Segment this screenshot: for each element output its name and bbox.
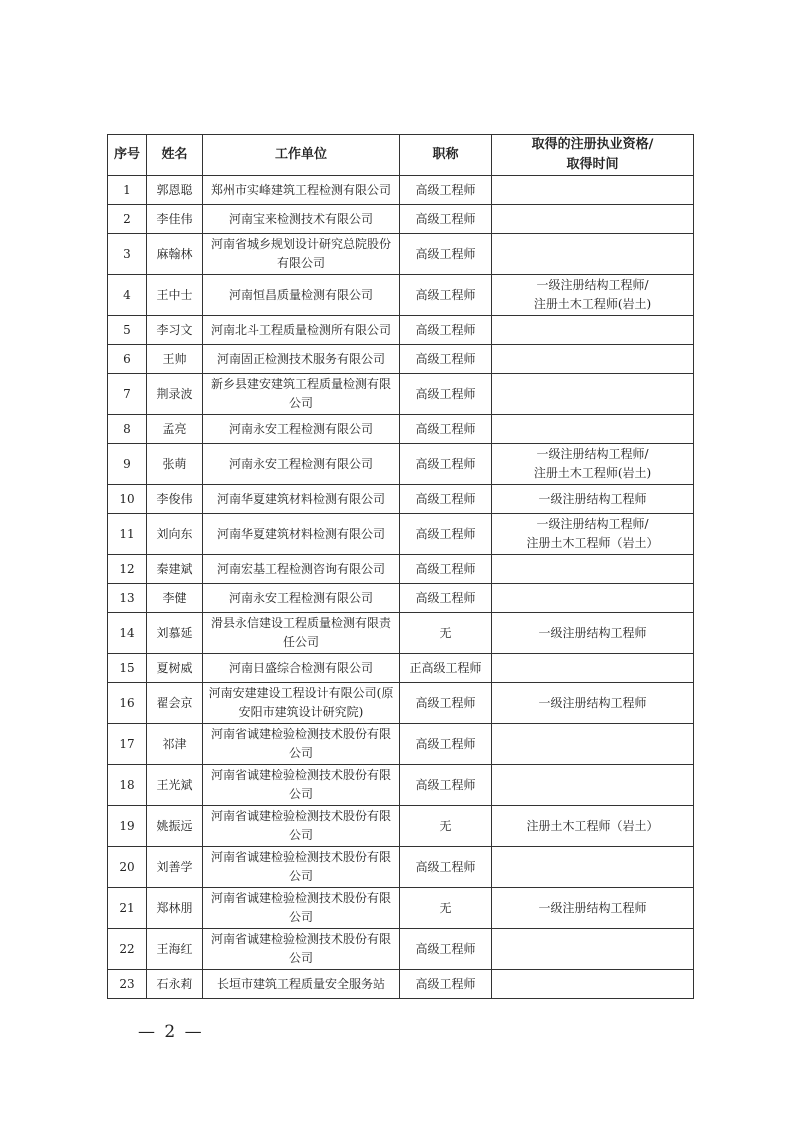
job-title: 无: [400, 613, 492, 654]
certification: [492, 765, 694, 806]
header-no: 序号: [108, 135, 147, 176]
work-unit: 河南固正检测技术服务有限公司: [203, 345, 400, 374]
person-name: 秦建斌: [147, 555, 203, 584]
certification: [492, 929, 694, 970]
person-name: 王帅: [147, 345, 203, 374]
row-number: 14: [108, 613, 147, 654]
row-number: 2: [108, 205, 147, 234]
table-row: [108, 176, 694, 205]
person-name: 石永莉: [147, 970, 203, 999]
table-row: [108, 724, 694, 765]
table-row: [108, 514, 694, 555]
certification: 一级注册结构工程师/ 注册土木工程师(岩土): [492, 444, 694, 485]
table-row: [108, 415, 694, 444]
certification: 一级注册结构工程师: [492, 888, 694, 929]
row-number: 6: [108, 345, 147, 374]
row-number: 17: [108, 724, 147, 765]
row-number: 7: [108, 374, 147, 415]
table-row: [108, 929, 694, 970]
job-title: 高级工程师: [400, 929, 492, 970]
table-header-row: [108, 135, 694, 176]
certification: 一级注册结构工程师/ 注册土木工程师(岩土): [492, 275, 694, 316]
table-row: [108, 374, 694, 415]
person-name: 翟会京: [147, 683, 203, 724]
table-row: [108, 806, 694, 847]
job-title: 无: [400, 806, 492, 847]
job-title: 高级工程师: [400, 724, 492, 765]
table-row: [108, 345, 694, 374]
work-unit: 河南省诚建检验检测技术股份有限公司: [203, 765, 400, 806]
row-number: 12: [108, 555, 147, 584]
person-name: 张萌: [147, 444, 203, 485]
person-name: 李习文: [147, 316, 203, 345]
work-unit: 河南安建建设工程设计有限公司(原安阳市建筑设计研究院): [203, 683, 400, 724]
certification: [492, 415, 694, 444]
certification: 一级注册结构工程师: [492, 485, 694, 514]
work-unit: 郑州市实峰建筑工程检测有限公司: [203, 176, 400, 205]
page-number: — 2 —: [138, 1022, 204, 1042]
certification: [492, 654, 694, 683]
table-row: [108, 765, 694, 806]
certification: [492, 345, 694, 374]
job-title: 高级工程师: [400, 275, 492, 316]
table-row: [108, 485, 694, 514]
row-number: 16: [108, 683, 147, 724]
job-title: 高级工程师: [400, 374, 492, 415]
work-unit: 河南宝来检测技术有限公司: [203, 205, 400, 234]
certification: 一级注册结构工程师/ 注册土木工程师（岩土）: [492, 514, 694, 555]
job-title: 无: [400, 888, 492, 929]
person-name: 孟亮: [147, 415, 203, 444]
job-title: 正高级工程师: [400, 654, 492, 683]
personnel-table: [107, 134, 694, 999]
table-row: [108, 970, 694, 999]
person-name: 王光斌: [147, 765, 203, 806]
job-title: 高级工程师: [400, 514, 492, 555]
certification: 一级注册结构工程师: [492, 613, 694, 654]
certification: [492, 234, 694, 275]
row-number: 5: [108, 316, 147, 345]
row-number: 1: [108, 176, 147, 205]
table-row: [108, 205, 694, 234]
certification: [492, 584, 694, 613]
job-title: 高级工程师: [400, 555, 492, 584]
header-cert: 取得的注册执业资格/ 取得时间: [492, 135, 694, 176]
work-unit: 长垣市建筑工程质量安全服务站: [203, 970, 400, 999]
certification: 一级注册结构工程师: [492, 683, 694, 724]
row-number: 19: [108, 806, 147, 847]
person-name: 刘善学: [147, 847, 203, 888]
person-name: 刘向东: [147, 514, 203, 555]
table-row: [108, 234, 694, 275]
job-title: 高级工程师: [400, 584, 492, 613]
header-title: 职称: [400, 135, 492, 176]
row-number: 21: [108, 888, 147, 929]
table-row: [108, 888, 694, 929]
work-unit: 河南永安工程检测有限公司: [203, 444, 400, 485]
job-title: 高级工程师: [400, 345, 492, 374]
table-row: [108, 316, 694, 345]
work-unit: 滑县永信建设工程质量检测有限责任公司: [203, 613, 400, 654]
certification: [492, 555, 694, 584]
work-unit: 河南华夏建筑材料检测有限公司: [203, 514, 400, 555]
row-number: 4: [108, 275, 147, 316]
person-name: 刘慕延: [147, 613, 203, 654]
job-title: 高级工程师: [400, 444, 492, 485]
table-row: [108, 613, 694, 654]
work-unit: 河南省诚建检验检测技术股份有限公司: [203, 806, 400, 847]
row-number: 20: [108, 847, 147, 888]
header-name: 姓名: [147, 135, 203, 176]
person-name: 荆录波: [147, 374, 203, 415]
job-title: 高级工程师: [400, 765, 492, 806]
work-unit: 河南省诚建检验检测技术股份有限公司: [203, 847, 400, 888]
certification: [492, 176, 694, 205]
row-number: 23: [108, 970, 147, 999]
table-row: [108, 444, 694, 485]
work-unit: 河南日盛综合检测有限公司: [203, 654, 400, 683]
person-name: 李佳伟: [147, 205, 203, 234]
job-title: 高级工程师: [400, 847, 492, 888]
row-number: 15: [108, 654, 147, 683]
table-row: [108, 584, 694, 613]
job-title: 高级工程师: [400, 176, 492, 205]
certification: 注册土木工程师（岩土）: [492, 806, 694, 847]
certification: [492, 316, 694, 345]
work-unit: 河南华夏建筑材料检测有限公司: [203, 485, 400, 514]
person-name: 王海红: [147, 929, 203, 970]
person-name: 麻翰林: [147, 234, 203, 275]
work-unit: 河南省城乡规划设计研究总院股份有限公司: [203, 234, 400, 275]
person-name: 王中士: [147, 275, 203, 316]
row-number: 22: [108, 929, 147, 970]
table-row: [108, 275, 694, 316]
row-number: 10: [108, 485, 147, 514]
work-unit: 河南北斗工程质量检测所有限公司: [203, 316, 400, 345]
work-unit: 河南宏基工程检测咨询有限公司: [203, 555, 400, 584]
person-name: 郭恩聪: [147, 176, 203, 205]
job-title: 高级工程师: [400, 683, 492, 724]
work-unit: 新乡县建安建筑工程质量检测有限公司: [203, 374, 400, 415]
person-name: 郑林朋: [147, 888, 203, 929]
work-unit: 河南省诚建检验检测技术股份有限公司: [203, 929, 400, 970]
job-title: 高级工程师: [400, 485, 492, 514]
row-number: 8: [108, 415, 147, 444]
work-unit: 河南省诚建检验检测技术股份有限公司: [203, 888, 400, 929]
person-name: 李俊伟: [147, 485, 203, 514]
person-name: 夏树威: [147, 654, 203, 683]
work-unit: 河南恒昌质量检测有限公司: [203, 275, 400, 316]
row-number: 11: [108, 514, 147, 555]
header-unit: 工作单位: [203, 135, 400, 176]
job-title: 高级工程师: [400, 970, 492, 999]
work-unit: 河南永安工程检测有限公司: [203, 415, 400, 444]
table-row: [108, 555, 694, 584]
person-name: 李健: [147, 584, 203, 613]
job-title: 高级工程师: [400, 415, 492, 444]
job-title: 高级工程师: [400, 316, 492, 345]
table-row: [108, 847, 694, 888]
certification: [492, 374, 694, 415]
table-row: [108, 683, 694, 724]
certification: [492, 724, 694, 765]
work-unit: 河南省诚建检验检测技术股份有限公司: [203, 724, 400, 765]
certification: [492, 970, 694, 999]
person-name: 姚振远: [147, 806, 203, 847]
row-number: 9: [108, 444, 147, 485]
job-title: 高级工程师: [400, 234, 492, 275]
work-unit: 河南永安工程检测有限公司: [203, 584, 400, 613]
row-number: 18: [108, 765, 147, 806]
certification: [492, 205, 694, 234]
row-number: 3: [108, 234, 147, 275]
row-number: 13: [108, 584, 147, 613]
job-title: 高级工程师: [400, 205, 492, 234]
table-row: [108, 654, 694, 683]
certification: [492, 847, 694, 888]
person-name: 祁津: [147, 724, 203, 765]
